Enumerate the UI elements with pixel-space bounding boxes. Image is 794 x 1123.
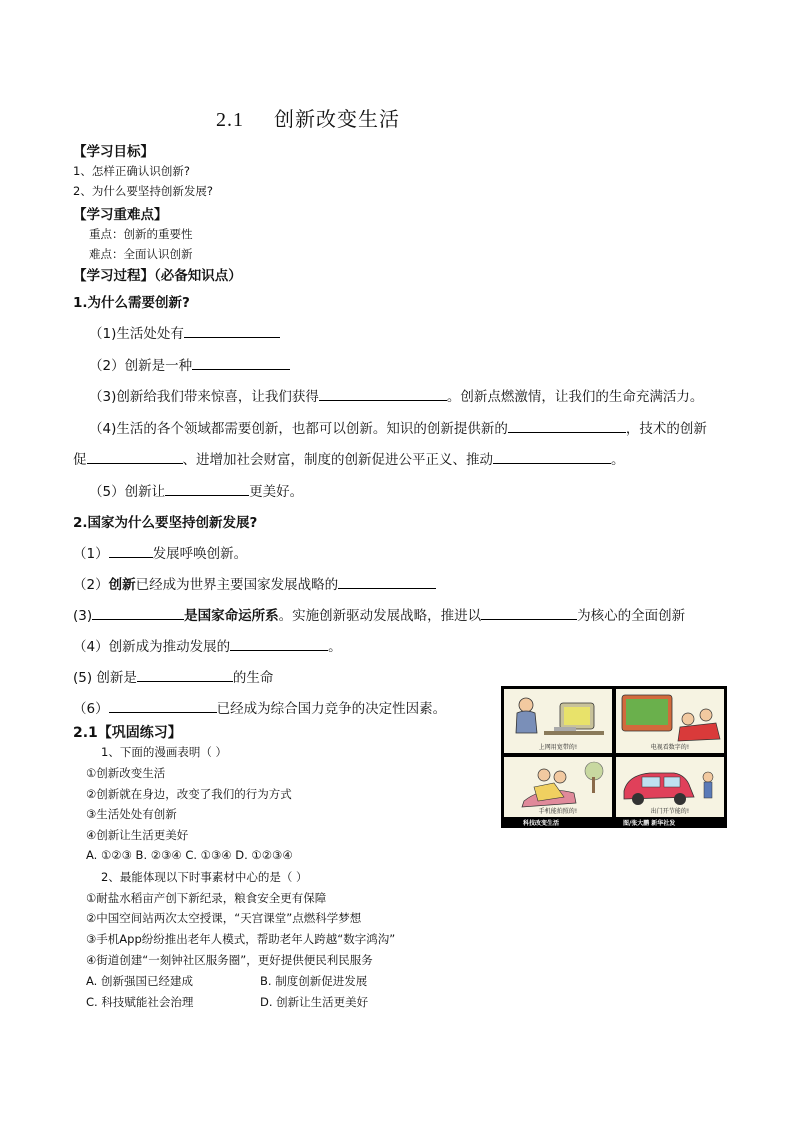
- cartoon-footer-credit: 图/张大鹏 新华社发: [623, 820, 676, 827]
- fill-blank[interactable]: [319, 386, 447, 401]
- fill-blank[interactable]: [230, 636, 328, 651]
- cartoon-caption: 手机能拍照的!: [538, 808, 578, 815]
- fill-blank[interactable]: [92, 605, 184, 620]
- option-item: ①创新改变生活: [86, 766, 166, 780]
- fill-blank[interactable]: [137, 667, 233, 682]
- cartoon-caption: 上网用宽带的!: [538, 744, 578, 751]
- fill-blank[interactable]: [109, 543, 153, 558]
- fill-blank[interactable]: [87, 449, 183, 464]
- choice-a: A. 创新强国已经建成: [86, 974, 193, 988]
- q2-line5: (5) 创新是 的生命: [73, 666, 273, 686]
- cartoon-panel-car: [616, 757, 724, 817]
- choice-d: D. 创新让生活更美好: [260, 995, 369, 1009]
- q1-line4: （4)生活的各个领域都需要创新，也都可以创新。知识的创新提供新的 ，技术的创新: [89, 417, 707, 437]
- choice-line: A. ①②③ B. ②③④ C. ①③④ D. ①②③④: [86, 848, 293, 862]
- key-point-item: 难点：全面认识创新: [89, 247, 193, 261]
- fill-blank[interactable]: [109, 698, 217, 713]
- option-item: ②中国空间站两次太空授课，“天宫课堂”点燃科学梦想: [86, 911, 362, 925]
- cartoon-panel-phone: [504, 757, 612, 817]
- q2-line6: （6） 已经成为综合国力竞争的决定性因素。: [73, 697, 446, 717]
- option-item: ③生活处处有创新: [86, 807, 177, 821]
- fill-blank[interactable]: [165, 481, 249, 496]
- title-text: 创新改变生活: [274, 107, 400, 131]
- cartoon-illustration: [501, 686, 727, 828]
- q2-line4: （4）创新成为推动发展的 。: [73, 635, 342, 655]
- page-title: [216, 103, 400, 132]
- option-item: ③手机App纷纷推出老年人模式，帮助老年人跨越“数字鸿沟”: [86, 932, 396, 946]
- keypoints-heading: 【学习重难点】: [73, 207, 168, 223]
- option-item: ①耐盐水稻亩产创下新纪录，粮食安全更有保障: [86, 891, 327, 905]
- objective-item: 1、怎样正确认识创新?: [73, 164, 190, 178]
- q1-line1: （1)生活处处有: [89, 322, 280, 342]
- option-item: ④街道创建“一刻钟社区服务圈”，更好提供便民利民服务: [86, 953, 373, 967]
- q1-line5: （5）创新让 更美好。: [89, 480, 303, 500]
- option-item: ②创新就在身边，改变了我们的行为方式: [86, 787, 292, 801]
- q2-line1: （1） 发展呼唤创新。: [73, 542, 247, 562]
- cartoon-caption: 出门开节能的!: [650, 808, 690, 815]
- q1-line3: （3)创新给我们带来惊喜，让我们获得 。创新点燃激情，让我们的生命充满活力。: [89, 385, 703, 405]
- practice-q1-stem: 1、下面的漫画表明（ ）: [101, 745, 227, 759]
- fill-blank[interactable]: [192, 355, 290, 370]
- option-item: ④创新让生活更美好: [86, 828, 189, 842]
- fill-blank[interactable]: [338, 574, 436, 589]
- q2-line3: (3) 是国家命运所系。实施创新驱动发展战略，推进以 为核心的全面创新: [73, 604, 685, 624]
- q1-line4-cont: 促 、进增加社会财富，制度的创新促进公平正义、推动 。: [73, 448, 625, 468]
- fill-blank[interactable]: [481, 605, 577, 620]
- q2-line2: （2）创新已经成为世界主要国家发展战略的: [73, 573, 436, 593]
- key-point-item: 重点：创新的重要性: [89, 227, 193, 241]
- choice-b: B. 制度创新促进发展: [260, 974, 368, 988]
- cartoon-footer-title: 科技改变生活: [523, 820, 560, 827]
- practice-heading: 2.1【巩固练习】: [73, 725, 182, 741]
- fill-blank[interactable]: [493, 449, 611, 464]
- practice-q2-stem: 2、最能体现以下时事素材中心的是（ ）: [101, 870, 308, 884]
- title-number: 2.1: [216, 109, 244, 131]
- cartoon-panel-tv: [616, 689, 724, 753]
- objectives-heading: 【学习目标】: [73, 144, 154, 160]
- q2-heading: 2.国家为什么要坚持创新发展?: [73, 515, 258, 531]
- q1-heading: 1.为什么需要创新?: [73, 295, 190, 311]
- fill-blank[interactable]: [184, 323, 280, 338]
- choice-c: C. 科技赋能社会治理: [86, 995, 194, 1009]
- cartoon-panel-computer: [504, 689, 612, 753]
- cartoon-caption: 电视看数字的!: [650, 744, 690, 751]
- q1-line2: （2）创新是一种: [89, 354, 290, 374]
- objective-item: 2、为什么要坚持创新发展?: [73, 184, 213, 198]
- fill-blank[interactable]: [508, 418, 626, 433]
- process-heading: 【学习过程】（必备知识点）: [73, 268, 242, 284]
